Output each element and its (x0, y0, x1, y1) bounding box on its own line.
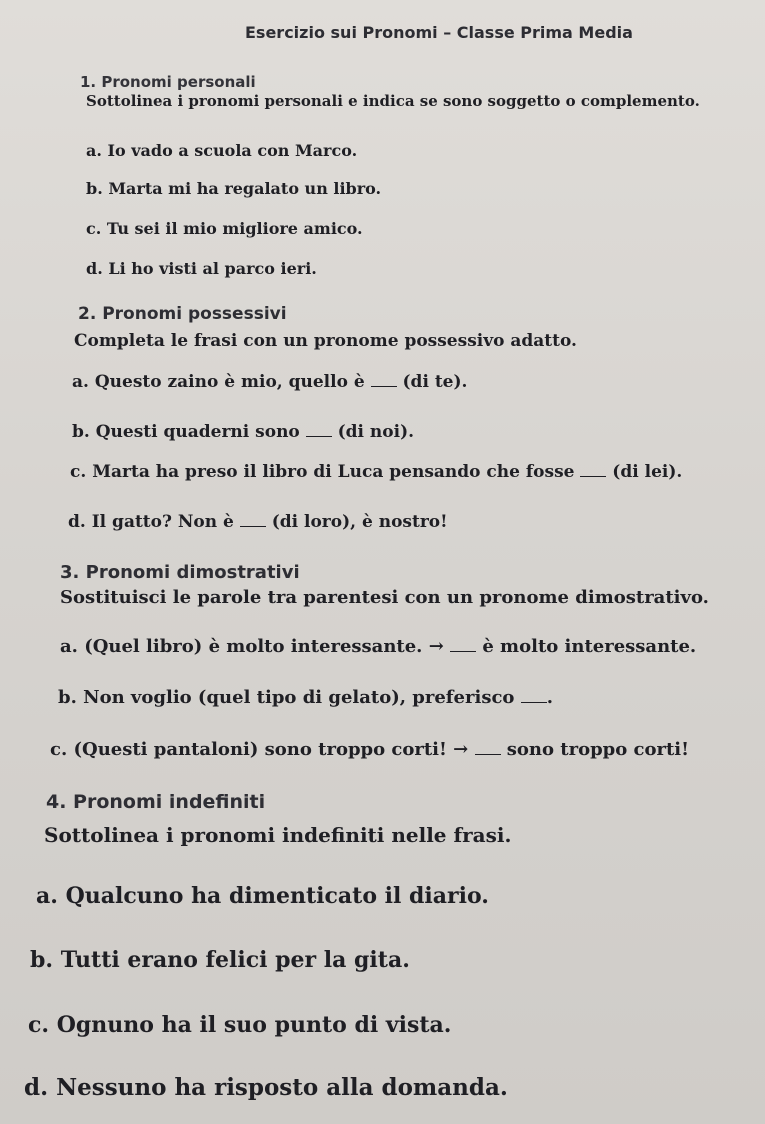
section-2-instruction: Completa le frasi con un pronome possessivo adatto. (74, 331, 577, 351)
item-text: a. (Quel libro) è molto interessante. → (60, 636, 451, 657)
answer-blank[interactable] (475, 740, 501, 755)
item-text: c. Marta ha preso il libro di Luca pensando che fosse (70, 462, 581, 482)
section-2-item (70, 462, 682, 482)
item-text: c. (Questi pantaloni) sono troppo corti! → (50, 739, 475, 760)
item-text: (di lei). (606, 462, 683, 482)
item-text: b. Non voglio (quel tipo di gelato), preferisco (58, 687, 521, 708)
section-2-item (72, 372, 467, 392)
section-1-instruction: Sottolinea i pronomi personali e indica se sono soggetto o complemento. (86, 92, 700, 110)
section-4-item: c. Ognuno ha il suo punto di vista. (28, 1012, 452, 1038)
item-text: . (546, 687, 553, 708)
answer-blank[interactable] (450, 637, 476, 652)
page-title: Esercizio sui Pronomi – Classe Prima Media (245, 23, 633, 42)
section-4-item: d. Nessuno ha risposto alla domanda. (24, 1074, 508, 1101)
answer-blank[interactable] (521, 688, 547, 703)
item-text: sono troppo corti! (500, 739, 690, 760)
item-text: è molto interessante. (476, 636, 697, 657)
section-4-item: b. Tutti erano felici per la gita. (30, 947, 410, 973)
section-3-item (58, 688, 553, 708)
answer-blank[interactable] (306, 422, 332, 437)
section-1-item: d. Li ho visti al parco ieri. (86, 259, 317, 278)
item-text: d. Il gatto? Non è (68, 512, 240, 532)
section-4-item: a. Qualcuno ha dimenticato il diario. (36, 883, 489, 909)
item-text: (di te). (396, 372, 468, 392)
section-3-instruction: Sostituisci le parole tra parentesi con un pronome dimostrativo. (60, 587, 709, 608)
section-1-item: c. Tu sei il mio migliore amico. (86, 219, 363, 238)
section-4-instruction: Sottolinea i pronomi indefiniti nelle frasi. (44, 823, 512, 847)
section-3-item (50, 740, 689, 760)
answer-blank[interactable] (580, 462, 606, 477)
section-2-item (68, 512, 448, 532)
section-1-item: b. Marta mi ha regalato un libro. (86, 179, 382, 198)
item-text: b. Questi quaderni sono (72, 422, 306, 442)
answer-blank[interactable] (371, 372, 397, 387)
section-1-heading: 1. Pronomi personali (80, 73, 256, 91)
answer-blank[interactable] (240, 512, 266, 527)
item-text: (di noi). (331, 422, 415, 442)
item-text: a. Questo zaino è mio, quello è (72, 372, 371, 392)
section-3-item (60, 637, 696, 657)
section-1-item: a. Io vado a scuola con Marco. (86, 141, 358, 160)
section-3-heading: 3. Pronomi dimostrativi (60, 562, 300, 583)
section-4-heading: 4. Pronomi indefiniti (46, 791, 266, 813)
section-2-item (72, 422, 414, 442)
section-2-heading: 2. Pronomi possessivi (78, 304, 287, 324)
item-text: (di loro), è nostro! (265, 512, 448, 532)
